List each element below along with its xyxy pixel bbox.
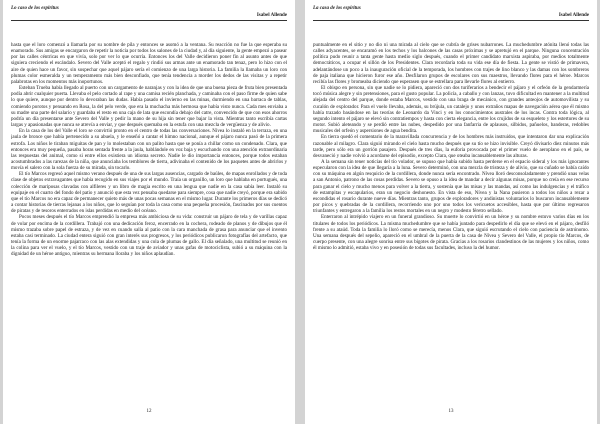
header-book-title: Lo caso de los espiritus	[11, 6, 59, 11]
paragraph: En la casa de los del Valle el loro se convirtió pronto en el centro de todas las conversaciones. Nívea lo instaló en la terraza, en una jaula de bronce que había pertenecido a su abuela, y le enseñó a cantar el himno nacional, aunque el pájaro nunca pasó de la primera estrofa. Los niños le tiraban miguitas de pan y lo molestaban con un palito hasta que se ponía a chillar como un condenado. Clara, que entonces era muy pequeña, pasaba horas sentada frente a la jaula, hablándole en voz baja y escuchando con una atención extraordinaria las respuestas del animal, como si entre ellos existiera un idioma secreto. Nadie le dio importancia entonces, porque todos estaban acostumbrados a las rarezas de la niña, que anunciaba los temblores de tierra, adivinaba el contenido de los paquetes antes de abrirlos y movía el salero con la sola fuerza de su mirada, sin tocarlo.	[11, 128, 287, 172]
page-body-text	[313, 42, 589, 398]
running-header	[11, 6, 287, 26]
header-rule	[313, 20, 589, 21]
paragraph: En tierra quedó el comentario de la maravillada concurrencia y de los hombres más instruidos, que intentaron dar una explicación razonable al milagro. Clara siguió mirando el cielo hasta mucho después que su tío se hizo invisible. Creyó divisarlo diez minutos más tarde, pero sólo era un gorrión pasajero. Después de tres días, la euforia provocada por el primer vuelo de aeroplano en el país, se desvaneció y nadie volvió a acordarse del episodio, excepto Clara, que oteaba incansablemente las alturas.	[313, 134, 589, 159]
header-author: Isabel Allende	[256, 13, 287, 18]
paragraph: Pocos meses después el tío Marcos emprendió la empresa más ambiciosa de su vida: construir un pájaro de tela y de varillas capaz de volar por encima de la cordillera. Trabajó con una dedicación feroz, encerrado en la cochera, rodeado de planos y de dibujos que él mismo trazaba sobre papel de estraza, y de vez en cuando salía al patio con la cara manchada de grasa para anunciar que el invento estaba casi terminado. La ciudad entera siguió con gran interés sus progresos, y los periódicos publicaron fotografías del artefacto, que tenía la forma de un enorme pajarraco con las alas extendidas y una cola de plumas de gallo. El día señalado, una multitud se reunió en la colina para ver el vuelo, y el tío Marcos, vestido con un traje de aviador y unas gafas de motociclista, subió a su máquina con la dignidad de un héroe antiguo, mientras su hermana lloraba y los niños aplaudían.	[11, 214, 287, 258]
page-number: 12	[146, 409, 152, 414]
paragraph: A la semana sin tener noticias del tío volador, se supuso que había subido hasta perderse en el espacio sideral y los más ignorantes especularon con la idea de que llegaría a la luna. Severo determinó, con una mezcla de tristeza y de alivio, que su cuñado se había caído con su máquina en algún resquicio de la cordillera, donde nunca sería encontrado. Nívea lloró desconsoladamente y prendió unas velas a san Antonio, patrono de las cosas perdidas. Severo se opuso a la idea de mandar a decir algunas misas, porque no creía en ese recurso para ganar el cielo y mucho menos para volver a la tierra, y sostenía que las misas y las mandas, así como las indulgencias y el tráfico de estampitas y escapularios, eran un negocio deshonesto. En vista de eso, Nívea y la Nana pusieron a todos los niños a rezar a escondidas el rosario durante nueve días. Mientras tanto, grupos de exploradores y andinistas voluntarios lo buscaron incansablemente por picos y quebradas de la cordillera, recorriendo uno por uno todos los vericuetos accesibles, hasta que por último regresaron triunfantes y entregaron a la familia los restos mortales en un negro y modesto féretro sellado.	[313, 158, 589, 215]
running-header	[313, 6, 589, 26]
paragraph: Enterraron al intrépido viajero en un funeral grandioso. Su muerte lo convirtió en un héroe y su nombre estuvo varios días en los titulares de todos los periódicos. La misma muchedumbre que se había juntado para despedirlo el día que se elevó en el pájaro, desfiló frente a su ataúd. Toda la familia lo lloró como se merecía, menos Clara, que siguió escrutando el cielo con paciencia de astrónomo. Una semana después del sepelio, apareció en el umbral de la puerta de la casa de Nívea y Severo del Valle, el propio tío Marcos, de cuerpo presente, con una alegre sonrisa entre sus bigotes de pirata. Gracias a los rosarios clandestinos de las mujeres y los niños, como él mismo lo admitió, estaba vivo y en posesión de todas sus facultades, incluso la del humor.	[313, 214, 589, 252]
paragraph: El tío Marcos regresó aquel mismo verano después de una de sus largas ausencias, cargado de baúles, de mapas enrollados y de toda clase de objetos extravagantes que había recogido en sus viajes por el mundo. Traía un organillo, un loro que hablaba en portugués, una colección de mariposas clavadas con alfileres y un libro de magia escrito en una lengua que nadie en la casa sabía leer. Instaló su equipaje en el cuarto del fondo del patio y anunció que esta vez pensaba quedarse para siempre, cosa que nadie creyó, porque era sabido que el tío Marcos no era capaz de permanecer quieto más de unas pocas semanas en el mismo lugar. Durante los primeros días se dedicó a contar historias de tierras lejanas a los niños, que lo seguían por toda la casa como una pequeña procesión, fascinados por sus cuentos de piratas y de tesoros enterrados en islas perdidas en medio del océano.	[11, 171, 287, 215]
header-book-title: La casa de los espíritus	[313, 6, 361, 11]
page-body-text	[11, 42, 287, 398]
paragraph: hasta que el loro comenzó a llamarla por su nombre de pila y entonces se asomó a la ventana. Su reacción no fue la que esperaba su enamorado. Sus amigas se encargaron de repetir la noticia por todos los salones de la ciudad y, al día siguiente, la gente empezó a pasear por las calles céntricas en que vivía, solo por ver lo que ocurría. Entonces los del Valle decidieron poner fin al asunto antes de que siguiera creciendo el escándalo. Severo del Valle aceptó el regalo y rindió sus armas ante un enamorado tan tenaz, pero lo hizo con el aire de quien hace un favor, sin sospechar que aquel pájaro sería el comienzo de una larga historia. La familia la llamaba un loro con plumas color esmeralda y un temperamento más bien desconfiado, que tenía tendencia a morder los dedos de las visitas y a repetir palabrotas en los momentos más inoportunos.	[11, 42, 287, 85]
paragraph: El obispo en persona, sin que nadie se lo pidiera, apareció con dos turiferarios a bendecir el pájaro y el orfeón de la gendarmería tocó música alegre y sin pretensiones, para el gusto popular. La policía, a caballo y con lanzas, tuvo dificultad en mantener a la multitud alejada del centro del parque, donde estaba Marcos, vestido con una braga de mecánico, con grandes anteojos de automovilista y su cucalón de explorador. Para el vuelo llevaba, además, su brújula, un catalejo y unos extraños mapas de navegación aérea que él mismo había trazado basándose en las teorías de Leonardo da Vinci y en los conocimientos australes de los incas. Contra toda lógica, al segundo intento el pájaro se elevó sin contratiempos y hasta con cierta elegancia, entre los crujidos de su esqueleto y los estertores de su motor. Subió aleteando y se perdió entre las nubes, despedido por una fanfarria de aplausos, silbidos, pañuelos, banderas, redobles musicales del orfeón y aspersiones de agua bendita.	[313, 85, 589, 135]
header-rule	[11, 20, 287, 21]
left-page	[3, 0, 295, 424]
paragraph: puntualmente en el sitio y no dio ni una mirada al cielo que se cubría de grises nubarrones. La muchedumbre atónita llenó todas las calles adyacentes, se encaramó en los techos y los balcones de las casas próximas y se apretujó en el parque. Ninguna concentración política pudo reunir a tanta gente hasta medio siglo después, cuando el primer candidato marxista aspiraba, por medios totalmente democráticos, a ocupar el sillón de los Presidentes. Clara recordaría toda su vida ese día de fiesta. La gente se vistió de primavera, adelantándose un poco a la inauguración oficial de la temporada, los hombres con trajes de lino blanco y las damas con los sombreros de paja italiana que hicieron furor ese año. Desfilaron grupos de escolares con sus maestros, llevando flores para el héroe. Marcos recibía las flores y bromeaba diciendo que esperasen que se estrellara para llevarle flores al entierro.	[313, 42, 589, 85]
page-number: 13	[448, 409, 454, 414]
paragraph: Esteban Trueba había llegado al puerto con un cargamento de naranjas y con la idea de que una buena pieza de fruta bien presentada podía abrir cualquier puerta. Llevaba el pelo cortado al rape y una camisa recién planchada, y caminaba con el paso firme de quien sabe lo que quiere, aunque por dentro lo devoraban las dudas. Había pasado el invierno en las minas, durmiendo en una barraca de tablas, comiendo porotos y pensando en Rosa, la del pelo verde, que era la muchacha más hermosa que había visto nunca. Cada mes enviaba a su madre una parte del salario y guardaba el resto en una caja de lata que escondía debajo del catre, convencido de que con esos ahorros podría un día presentarse ante Severo del Valle y pedir la mano de su hija sin tener que bajar la vista. Mientras tanto escribía cartas largas y apasionadas que nunca se atrevía a enviar, y que después quemaba en la estufa con una mezcla de vergüenza y de alivio.	[11, 85, 287, 129]
right-page	[305, 0, 597, 424]
header-author: Isabel Allende	[558, 13, 589, 18]
